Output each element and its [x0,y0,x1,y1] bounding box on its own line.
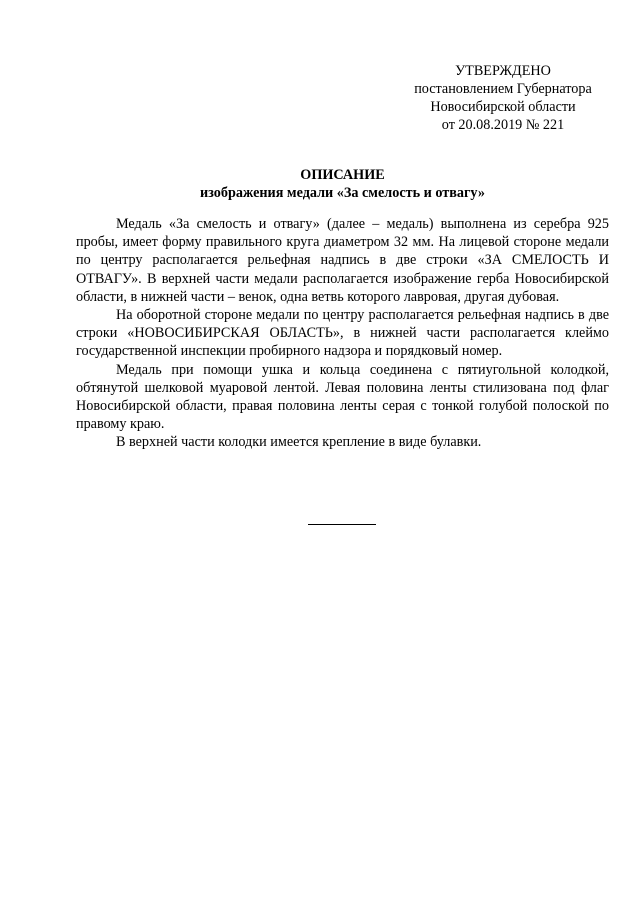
document-subtitle: изображения медали «За смелость и отвагу» [200,185,485,201]
paragraph-reverse: На оборотной стороне медали по центру располагается рельефная надпись в две строки «НОВОСИБИРСКАЯ ОБЛАСТЬ», в нижней части располагается клеймо государственной инспекции пробирного надзора и порядковый номер. [76,307,609,360]
paragraph-ribbon: Медаль при помощи ушка и кольца соединена с пятиугольной колодкой, обтянутой шелковой муаровой лентой. Левая половина ленты стилизована под флаг Новосибирской области, правая половина ленты серая с тонкой голубой полоской по правому краю. [76,361,609,433]
paragraph-obverse: Медаль «За смелость и отвагу» (далее – медаль) выполнена из серебра 925 пробы, имеет форму правильного круга диаметром 32 мм. На лицевой стороне медали по центру располагается рельефная надпись в две строки «ЗА СМЕЛОСТЬ И ОТВАГУ». В верхней части медали располагается изображение герба Новосибирской области, в нижней части – венок, одна ветвь которого лавровая, другая дубовая. [76,216,609,305]
approval-authority: постановлением Губернатора [414,81,592,97]
document-body [76,215,609,452]
approval-stamp [400,62,606,134]
end-separator-line [308,524,376,525]
document-heading [76,166,609,202]
document-title: ОПИСАНИЕ [300,167,385,183]
approval-heading: УТВЕРЖДЕНО [455,63,551,79]
approval-region: Новосибирской области [430,99,576,115]
paragraph-fastening: В верхней части колодки имеется крепление в виде булавки. [116,434,482,451]
approval-date-number: от 20.08.2019 № 221 [441,117,565,133]
